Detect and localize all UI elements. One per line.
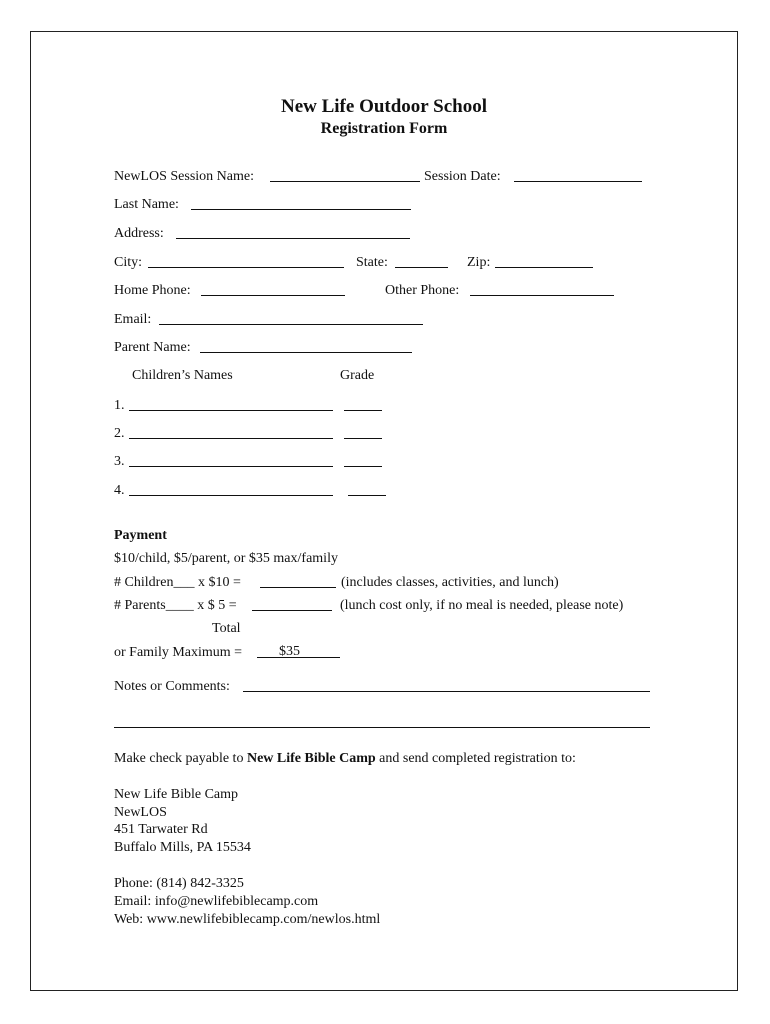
- child-name-field[interactable]: [129, 438, 333, 439]
- child-grade-field[interactable]: [348, 495, 386, 496]
- form-subtitle: Registration Form: [320, 120, 448, 137]
- contact-phone: Phone: (814) 842-3325: [114, 876, 244, 891]
- registration-form-page: [30, 31, 738, 991]
- parents-amount-field[interactable]: [252, 610, 332, 611]
- home-phone-field[interactable]: [201, 295, 345, 296]
- children-amount-field[interactable]: [260, 587, 336, 588]
- family-max-label: or Family Maximum =: [114, 645, 243, 660]
- other-phone-field[interactable]: [470, 295, 614, 296]
- session-name-label: NewLOS Session Name:: [114, 169, 254, 184]
- child-row-number: 1.: [114, 398, 125, 413]
- notes-label: Notes or Comments:: [114, 679, 230, 694]
- state-label: State:: [356, 255, 388, 270]
- address-line: NewLOS: [114, 805, 167, 820]
- children-count-label: # Children___ x $10 =: [114, 575, 241, 590]
- session-date-label: Session Date:: [424, 169, 501, 184]
- address-label: Address:: [114, 226, 164, 241]
- email-field[interactable]: [159, 324, 423, 325]
- child-grade-field[interactable]: [344, 466, 382, 467]
- family-max-value: $35: [279, 644, 300, 659]
- notes-field-extra-line[interactable]: [114, 727, 650, 728]
- child-name-field[interactable]: [129, 410, 333, 411]
- email-label: Email:: [114, 312, 152, 327]
- children-names-header: Children’s Names: [132, 368, 233, 383]
- session-name-field[interactable]: [270, 181, 420, 182]
- city-field[interactable]: [148, 267, 344, 268]
- form-title: New Life Outdoor School: [280, 96, 487, 117]
- parent-name-label: Parent Name:: [114, 340, 191, 355]
- address-line: 451 Tarwater Rd: [114, 822, 208, 837]
- payment-heading: Payment: [114, 528, 167, 543]
- home-phone-label: Home Phone:: [114, 283, 191, 298]
- parent-name-field[interactable]: [200, 352, 412, 353]
- address-line: New Life Bible Camp: [114, 787, 239, 802]
- child-name-field[interactable]: [129, 466, 333, 467]
- payment-instructions: [114, 751, 576, 767]
- notes-field[interactable]: [243, 691, 650, 692]
- instructions-post: and send completed registration to:: [375, 751, 576, 766]
- child-row-number: 4.: [114, 483, 125, 498]
- state-field[interactable]: [395, 267, 448, 268]
- session-date-field[interactable]: [514, 181, 642, 182]
- parents-amount-note: (lunch cost only, if no meal is needed, please note): [340, 598, 624, 613]
- other-phone-label: Other Phone:: [385, 283, 460, 298]
- city-label: City:: [114, 255, 143, 270]
- child-row-number: 2.: [114, 426, 125, 441]
- children-amount-note: (includes classes, activities, and lunch): [341, 575, 559, 590]
- grade-header: Grade: [340, 368, 375, 383]
- zip-label: Zip:: [467, 255, 491, 270]
- total-label: Total: [212, 621, 241, 636]
- contact-web[interactable]: Web: www.newlifebiblecamp.com/newlos.html: [114, 912, 381, 927]
- payee-name: New Life Bible Camp: [246, 751, 376, 766]
- child-row-number: 3.: [114, 454, 125, 469]
- child-grade-field[interactable]: [344, 410, 382, 411]
- parents-count-label: # Parents____ x $ 5 =: [114, 598, 237, 613]
- address-line: Buffalo Mills, PA 15534: [114, 840, 251, 855]
- address-field[interactable]: [176, 238, 410, 239]
- payment-rates: $10/child, $5/parent, or $35 max/family: [114, 551, 338, 566]
- zip-field[interactable]: [495, 267, 593, 268]
- child-grade-field[interactable]: [344, 438, 382, 439]
- last-name-field[interactable]: [191, 209, 411, 210]
- last-name-label: Last Name:: [114, 197, 179, 212]
- instructions-pre: Make check payable to: [114, 751, 247, 766]
- child-name-field[interactable]: [129, 495, 333, 496]
- contact-email[interactable]: Email: info@newlifebiblecamp.com: [114, 894, 319, 909]
